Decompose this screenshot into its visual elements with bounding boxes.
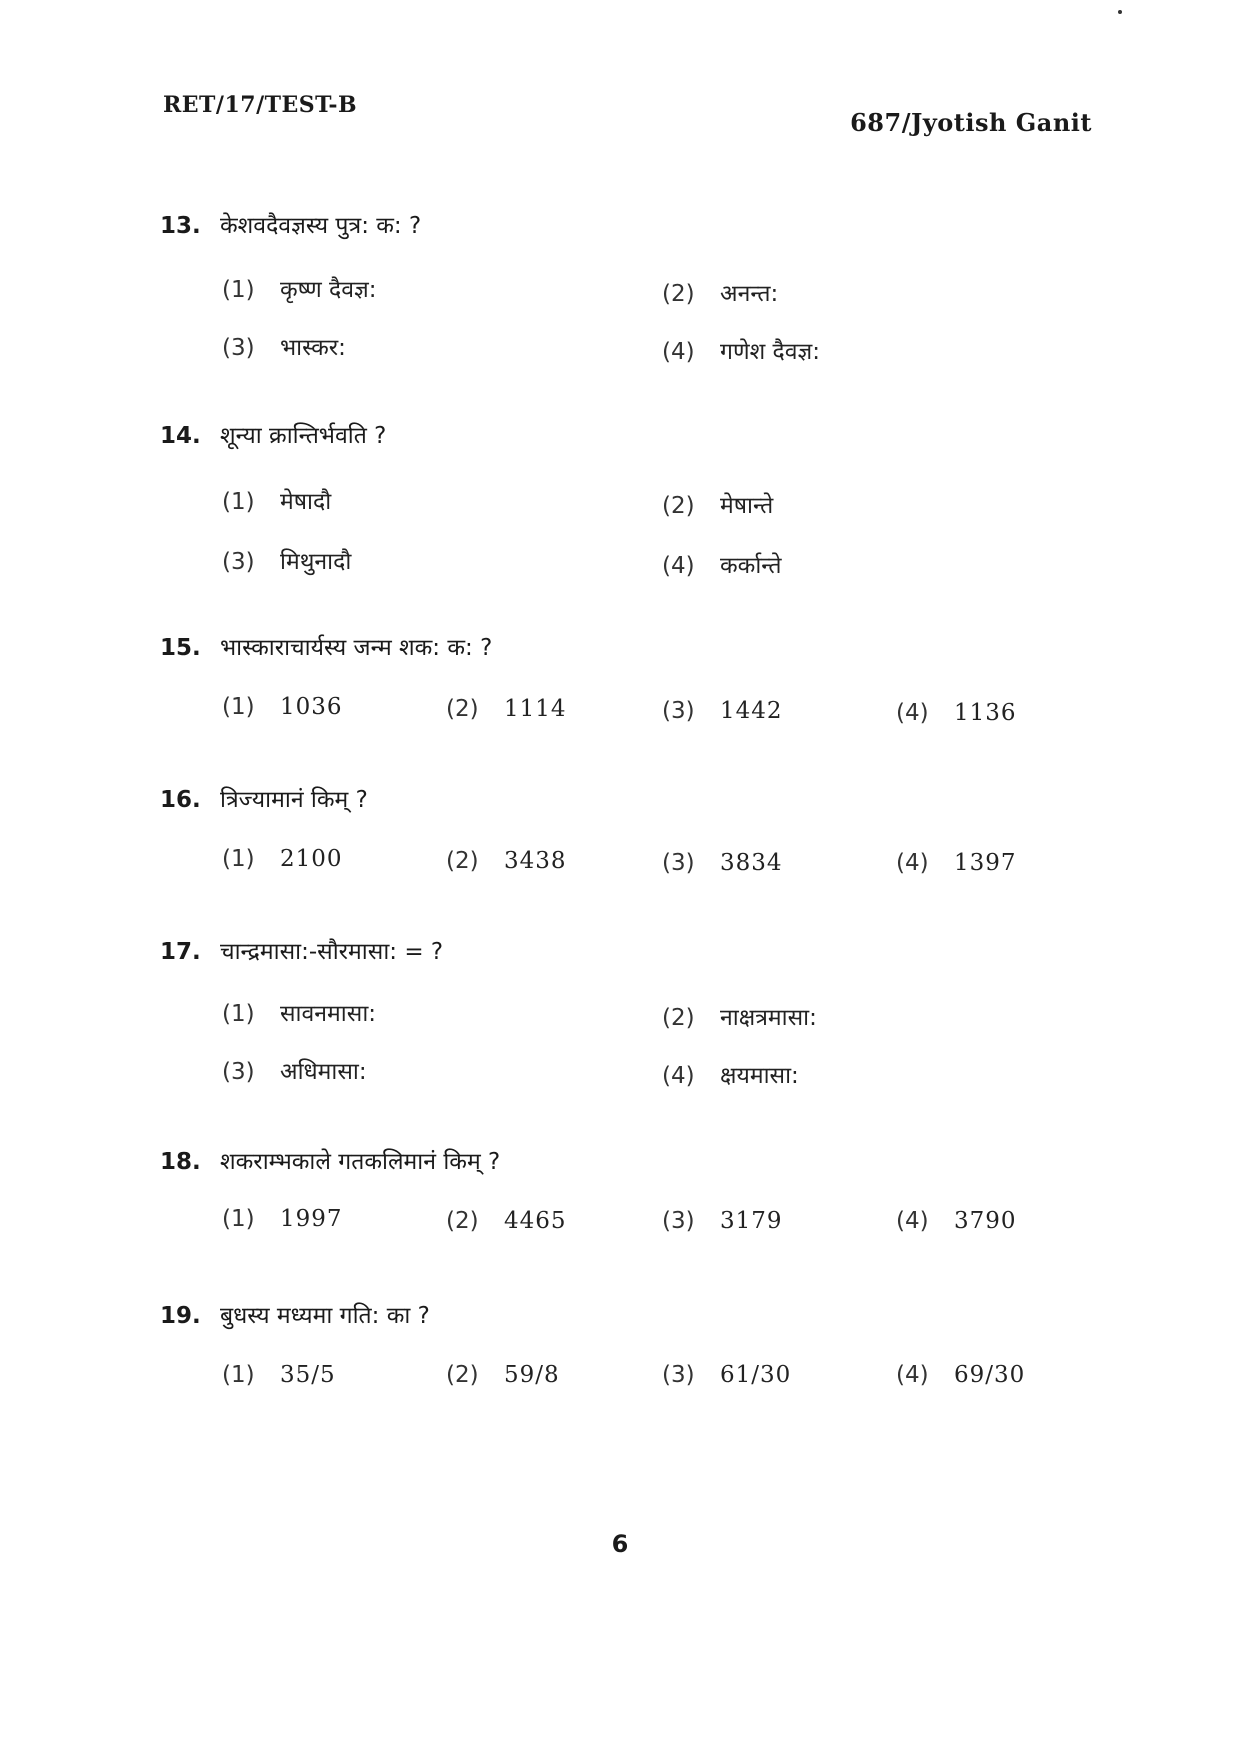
paper-code: RET/17/TEST-B [163, 92, 358, 118]
q16-option-3[interactable] [662, 850, 783, 876]
option-label: (1) [222, 694, 255, 720]
option-text: गणेश दैवज्ञ: [720, 339, 821, 365]
question-number: 14. [160, 423, 201, 449]
option-label: (2) [446, 1208, 479, 1234]
option-label: (4) [896, 700, 929, 726]
q17-option-2[interactable] [662, 1000, 817, 1032]
q13-option-4[interactable] [662, 334, 820, 366]
option-label: (2) [662, 281, 695, 307]
q17-option-1[interactable] [222, 996, 376, 1028]
option-text: 2100 [280, 846, 343, 872]
option-label: (4) [896, 850, 929, 876]
option-label: (4) [662, 1063, 695, 1089]
option-label: (2) [662, 1005, 695, 1031]
q15-option-2[interactable] [446, 696, 567, 722]
option-text: 35/5 [280, 1362, 336, 1388]
option-text: मेषान्ते [720, 493, 774, 519]
question-number: 19. [160, 1303, 201, 1329]
question-15 [160, 630, 492, 662]
option-label: (2) [662, 493, 695, 519]
q14-option-4[interactable] [662, 548, 781, 580]
option-label: (4) [662, 553, 695, 579]
question-text: चान्द्रमासा:-सौरमासा: = ? [220, 939, 444, 965]
q17-option-4[interactable] [662, 1058, 799, 1090]
option-text: 1114 [504, 696, 567, 722]
option-label: (3) [222, 549, 255, 575]
q18-option-3[interactable] [662, 1208, 783, 1234]
q17-option-3[interactable] [222, 1054, 367, 1086]
q15-option-1[interactable] [222, 694, 343, 720]
q15-option-3[interactable] [662, 698, 783, 724]
option-text: 3438 [504, 848, 567, 874]
question-number: 16. [160, 787, 201, 813]
option-label: (3) [662, 698, 695, 724]
option-text: 59/8 [504, 1362, 560, 1388]
option-label: (2) [446, 1362, 479, 1388]
scan-speck [1118, 10, 1122, 14]
question-text: शून्या क्रान्तिर्भवति ? [220, 423, 387, 449]
question-16 [160, 782, 368, 814]
q19-option-1[interactable] [222, 1362, 336, 1388]
question-14 [160, 418, 386, 450]
question-text: शकराम्भकाले गतकलिमानं किम् ? [220, 1149, 501, 1175]
question-number: 15. [160, 635, 201, 661]
option-label: (1) [222, 1206, 255, 1232]
option-label: (3) [662, 1362, 695, 1388]
option-label: (1) [222, 489, 255, 515]
q14-option-1[interactable] [222, 484, 331, 516]
option-text: 1136 [954, 700, 1017, 726]
option-label: (4) [662, 339, 695, 365]
option-label: (1) [222, 846, 255, 872]
option-text: कर्कान्ते [720, 553, 782, 579]
q16-option-1[interactable] [222, 846, 343, 872]
q13-option-1[interactable] [222, 272, 377, 304]
q18-option-1[interactable] [222, 1206, 343, 1232]
option-label: (2) [446, 848, 479, 874]
q16-option-4[interactable] [896, 850, 1017, 876]
option-text: भास्कर: [280, 335, 346, 361]
question-17 [160, 934, 443, 966]
option-label: (1) [222, 277, 255, 303]
option-text: 1397 [954, 850, 1017, 876]
option-label: (3) [222, 335, 255, 361]
question-number: 17. [160, 939, 201, 965]
question-number: 13. [160, 213, 201, 239]
option-text: 3834 [720, 850, 783, 876]
option-text: मेषादौ [280, 489, 332, 515]
option-label: (3) [662, 850, 695, 876]
option-text: 1442 [720, 698, 783, 724]
option-text: मिथुनादौ [280, 549, 352, 575]
q19-option-2[interactable] [446, 1362, 560, 1388]
q15-option-4[interactable] [896, 700, 1017, 726]
q18-option-4[interactable] [896, 1208, 1017, 1234]
question-number: 18. [160, 1149, 201, 1175]
q13-option-2[interactable] [662, 276, 778, 308]
option-text: अनन्त: [720, 281, 779, 307]
option-label: (4) [896, 1362, 929, 1388]
subject-code: 687/Jyotish Ganit [850, 108, 1092, 137]
option-text: 4465 [504, 1208, 567, 1234]
option-text: 3179 [720, 1208, 783, 1234]
option-text: 61/30 [720, 1362, 792, 1388]
q14-option-2[interactable] [662, 488, 773, 520]
page-number: 6 [611, 1530, 629, 1558]
question-text: केशवदैवज्ञस्य पुत्र: क: ? [220, 213, 422, 239]
option-text: क्षयमासा: [720, 1063, 799, 1089]
question-text: त्रिज्यामानं किम् ? [220, 787, 368, 813]
q16-option-2[interactable] [446, 848, 567, 874]
question-18 [160, 1144, 500, 1176]
option-text: नाक्षत्रमासा: [720, 1005, 817, 1031]
option-label: (2) [446, 696, 479, 722]
option-label: (1) [222, 1362, 255, 1388]
q19-option-4[interactable] [896, 1362, 1025, 1388]
option-text: 1036 [280, 694, 343, 720]
option-text: 3790 [954, 1208, 1017, 1234]
question-text: भास्काराचार्यस्य जन्म शक: क: ? [220, 635, 493, 661]
q13-option-3[interactable] [222, 330, 346, 362]
q14-option-3[interactable] [222, 544, 351, 576]
q19-option-3[interactable] [662, 1362, 791, 1388]
question-text: बुधस्य मध्यमा गति: का ? [220, 1303, 430, 1329]
option-text: सावनमासा: [280, 1001, 377, 1027]
option-text: 1997 [280, 1206, 343, 1232]
option-label: (3) [662, 1208, 695, 1234]
option-text: 69/30 [954, 1362, 1026, 1388]
option-label: (1) [222, 1001, 255, 1027]
question-13 [160, 208, 421, 240]
option-label: (3) [222, 1059, 255, 1085]
option-text: कृष्ण दैवज्ञ: [280, 277, 377, 303]
option-label: (4) [896, 1208, 929, 1234]
option-text: अधिमासा: [280, 1059, 367, 1085]
q18-option-2[interactable] [446, 1208, 567, 1234]
question-19 [160, 1298, 430, 1330]
